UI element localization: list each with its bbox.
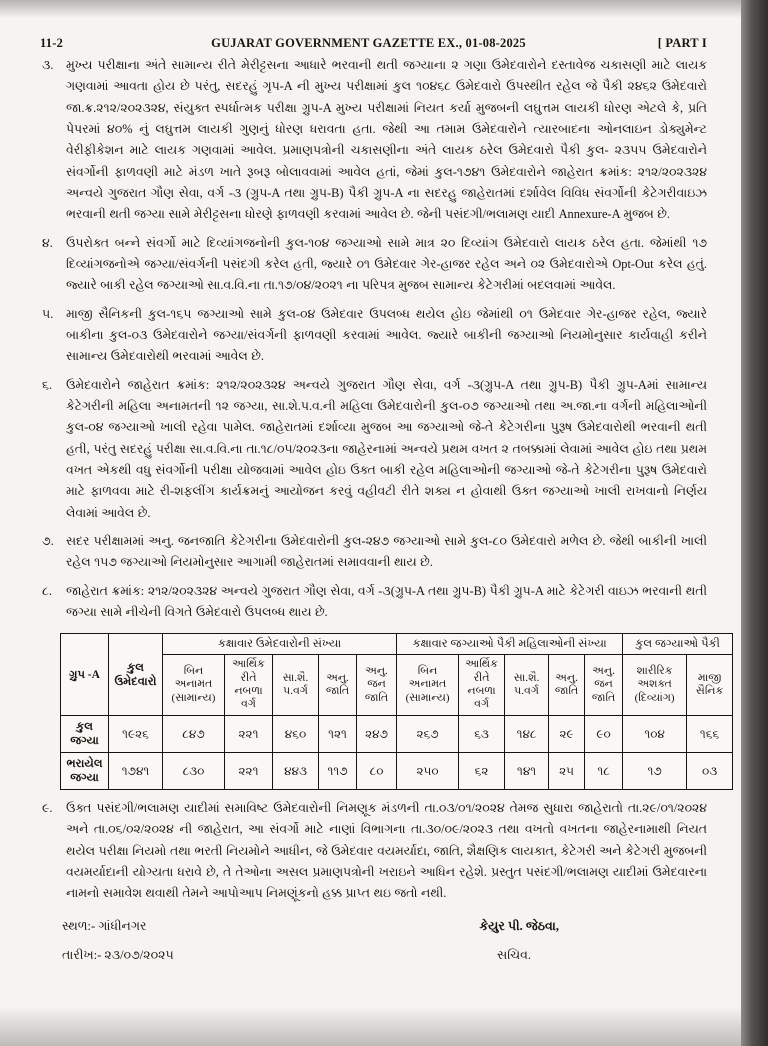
vacancy-table-wrapper <box>60 633 724 790</box>
date-label: તારીખ:- ૨૩/૦૭/૨૦૨૫ <box>62 947 174 962</box>
signature-row-date <box>40 948 707 963</box>
paragraph-7 <box>40 531 707 574</box>
paragraph-8 <box>40 581 707 624</box>
cell: ૨૨૧ <box>225 752 273 789</box>
col-header-g3-exserviceman: માજી સૈનિક <box>687 655 733 716</box>
paragraph-7-text: સદર પરીક્ષામમાં અનુ. જનજાતિ કેટેગરીના ઉમેદવારોની કુલ-૨૪૭ જગ્યાઓ સામે કુલ-૮૦ ઉમેદવારો મળેલ છે. જેથી બાકીની ખાલી રહેલ ૧૫૭ જગ્યાઓ નિયમોનુસાર આગામી જાહેરાતમાં સમાવવાની થાય છે. <box>66 533 707 570</box>
paragraph-5-number: ૫. <box>42 306 54 321</box>
table-group-header-2: કક્ષાવાર જગ્યાઓ પૈકી મહિલાઓની સંખ્યા <box>397 634 623 655</box>
col-header-g1-ews: આર્થિક રીતે નબળા વર્ગ <box>225 655 273 716</box>
cell: ૨૯ <box>549 715 585 752</box>
table-total-candidates-header: કુલ ઉમેદવારો <box>109 634 163 716</box>
paragraph-7-number: ૭. <box>42 533 54 548</box>
col-header-g3-disabled: શારીરિક અશક્ત (દિવ્યાંગ) <box>623 655 687 716</box>
paragraph-8-text: જાહેરાત ક્રમાંક: ૨૧૨/૨૦૨૩૨૪ અન્વયે ગુજરાત ગૌણ સેવા, વર્ગ -૩(ગ્રુપ-A તથા ગ્રુપ-B) પૈકી ગ્રુપ-A માટે કેટેગરી વાઇઝ ભરવાની થતી જગ્યા સામે નીચેની વિગતે ઉમેદવારો ઉપલબ્ધ થાય છે. <box>66 583 707 619</box>
col-header-g1-unreserved: બિન અનામત (સામાન્ય) <box>163 655 225 716</box>
cell: ૧૮ <box>585 752 623 789</box>
paragraph-9 <box>40 798 707 905</box>
cell: ૮૪૭ <box>163 715 225 752</box>
col-header-g2-sc: અનુ. જાતિ <box>549 655 585 716</box>
signature-row-place <box>40 919 707 934</box>
col-header-g1-st: અનુ. જન જાતિ <box>357 655 397 716</box>
cell: ૮૩૦ <box>163 752 225 789</box>
cell: ૧૬૬ <box>687 715 733 752</box>
cell-filled-posts-total: ૧૭૪૧ <box>109 752 163 789</box>
paragraph-9-text: ઉક્ત પસંદગી/ભલામણ યાદીમાં સમાવિષ્ટ ઉમેદવારોની નિમણૂક મંડળની તા.૦૩/૦૧/૨૦૨૪ તેમજ સુધારા જાહેરાતો તા.૨૯/૦૧/૨૦૨૪ અને તા.૦૬/૦૨/૨૦૨૪ ની જાહેરાત, આ સંવર્ગો માટે નાણાં વિભાગના તા.૩૦/૦૯/૨૦૨૩ તથા વખતો વખતના જાહેરનામાથી નિયત થયેલ પરીક્ષા નિયમો તથા ભરતી નિયમોને આધીન, જે ઉમેદવાર વયમર્યાદા, જાતિ, શૈક્ષણિક લાયકાત, કેટેગરી અને કેટેગરી મુજબની વયમર્યાદાની યોગ્યતા ધરાવે છે, તે તેઓના અસલ પ્રમાણપત્રોની ખરાઇને આધિન રહેશે. પ્રસ્તુત પસંદગી/ભલામણ યાદીમાં ઉમેદવારના નામનો સમાવેશ થવાથી તેમને આપોઆપ નિમણૂંકનો હક્ક પ્રાપ્ત થઇ જતો નથી. <box>66 800 707 901</box>
scan-right-gutter <box>741 0 768 1046</box>
vacancy-table <box>60 633 733 790</box>
gazette-title: GUJARAT GOVERNMENT GAZETTE EX., 01-08-2025 <box>211 36 526 50</box>
row-label-filled-posts: ભરાયેલ જગ્યા <box>61 752 109 789</box>
paragraph-6-text: ઉમેદવારોને જાહેરાત ક્રમાંક: ૨૧૨/૨૦૨૩૨૪ અન્વયે ગુજરાત ગૌણ સેવા, વર્ગ -૩(ગ્રુપ-A તથા ગ્રુપ-B) પૈકી ગ્રુપ-Aમાં સામાન્ય કેટેગરીની મહિલા અનામતની ૧૨ જગ્યા, સા.શે.પ.વ.ની મહિલા ઉમેદવારોની કુલ-૦૭ જગ્યાઓ તથા અ.જા.ના વર્ગની મહિલાઓની કુલ-૦૪ જગ્યાઓ ખાલી રહેવા પામેલ. જાહેરાતમાં દર્શાવ્યા મુજબ આ જગ્યાઓ જે-તે કેટેગરીના પુરૂષ ઉમેદવારોથી ભરવાની થતી હતી, પરંતુ સદરહું પરીક્ષા સા.વ.વિ.ના તા.૧૮/૦૫/૨૦૨૩ના જાહેરનામાં અન્વયે પ્રથમ વખત ૨ તબક્કામાં લેવામાં આવેલ હોઇ તથા પ્રથમ વખત એકથી વધુ સંવર્ગોની પરીક્ષા યોજવામાં આવેલ હોઇ ઉક્ત બાકી રહેલ મહિલાઓની જગ્યાઓ જે-તે કેટેગરીના પુરૂષ ઉમેદવારો માટે ફાળવવા માટે રી-શફલીંગ કાર્યક્રમનું આયોજન કરવું વહીવટી રીતે શક્ય ન હોવાથી ઉક્ત જગ્યાઓ ખાલી રાખવાનો નિર્ણય લેવામાં આવેલ છે. <box>66 377 707 520</box>
table-header-group-row <box>61 634 733 655</box>
cell: ૨૫ <box>549 752 585 789</box>
col-header-g2-sebc: સા.શૈ. પ.વર્ગ <box>505 655 549 716</box>
table-row <box>61 752 733 789</box>
table-row <box>61 715 733 752</box>
cell: ૧૦૪ <box>623 715 687 752</box>
page-number: 11-2 <box>40 36 64 50</box>
page-header <box>40 36 707 51</box>
cell: ૪૪૩ <box>273 752 319 789</box>
cell: ૨૪૭ <box>357 715 397 752</box>
cell: ૦૩ <box>687 752 733 789</box>
paragraph-3-number: ૩. <box>42 58 54 72</box>
cell: ૯૦ <box>585 715 623 752</box>
signatory-designation: સચિવ. <box>497 947 531 962</box>
paragraph-4-text: ઉપરોક્ત બન્ને સંવર્ગો માટે દિવ્યાંગજનોની કુલ-૧૦૪ જગ્યાઓ સામે માત્ર ૨૦ દિવ્યાંગ ઉમેદવારો લાયક ઠરેલ હતા. જેમાંથી ૧૭ દિવ્યાંગજનોએ જગ્યા/સંવર્ગની પસંદગી કરેલ હતી, જ્યારે ૦૧ ઉમેદવાર ગેર-હાજર રહેલ અને ૦૨ ઉમેદવારોએ Opt-Out કરેલ હતું. જ્યારે બાકી રહેલ જગ્યાઓ સા.વ.વિ.ના તા.૧૭/૦૪/૨૦૨૧ ના પરિપત્ર મુજબ સામાન્ય કેટેગરીમાં બદલવામાં આવેલ. <box>66 235 707 293</box>
table-group-header-3: કુલ જગ્યાઓ પૈકી <box>623 634 733 655</box>
row-label-total-posts: કુલ જગ્યા <box>61 715 109 752</box>
paragraph-6 <box>40 375 707 524</box>
cell: ૬૨ <box>459 752 505 789</box>
table-group-header-1: કક્ષાવાર ઉમેદવારોની સંખ્યા <box>163 634 397 655</box>
cell: ૨૬૭ <box>397 715 459 752</box>
col-header-g2-ews: આર્થિક રીતે નબળા વર્ગ <box>459 655 505 716</box>
signature-block <box>40 919 707 963</box>
cell: ૬૩ <box>459 715 505 752</box>
paragraph-5 <box>40 304 707 368</box>
col-header-g2-unreserved: બિન અનામત (સામાન્ય) <box>397 655 459 716</box>
col-header-g1-sc: અનુ. જાતિ <box>319 655 357 716</box>
cell: ૮૦ <box>357 752 397 789</box>
paragraph-4-number: ૪. <box>42 235 53 250</box>
cell: ૨૫૦ <box>397 752 459 789</box>
signatory-name: કેયુર પી. જેઠવા, <box>479 918 559 933</box>
cell: ૧૧૭ <box>319 752 357 789</box>
cell: ૧૪૧ <box>505 752 549 789</box>
cell: ૧૭ <box>623 752 687 789</box>
part-label: [ PART I <box>657 36 707 50</box>
cell: ૨૨૧ <box>225 715 273 752</box>
paragraph-4 <box>40 233 707 297</box>
place-label: સ્થળ:- ગાંધીનગર <box>62 918 147 933</box>
paragraph-3-text: મુખ્ય પરીક્ષાના અંતે સામાન્ય રીતે મેરીટ્ટસના આધારે ભરવાની થતી જગ્યાના ૨ ગણા ઉમેદવારોને દસ્તાવેજ ચકાસણી માટે લાયક ગણવામાં આવતા હોય છે પરંતુ, સદરહું ગૃપ-A ની મુખ્ય પરીક્ષામાં કુલ ૧૦૪૬૮ ઉમેદવારો ઉપસ્થીત રહેલ જે પૈકી ૨૪૬૨ ઉમેદવારો જા.ક્ર.૨૧૨/૨૦૨૩૨૪, સંયુક્ત સ્પર્ધાત્મક પરીક્ષા ગ્રુપ-A મુખ્ય પરીક્ષામાં નિયત કર્યા મુજબની લઘુત્તમ લાયકી ધોરણ એટલે કે, પ્રતિ પેપરમાં ૪૦% નું લઘુત્તમ લાયકી ગુણનું ધોરણ ધરાવતા હતા. જેથી આ તમામ ઉમેદવારોને ત્યારબાદના ઓનલાઇન ડોક્યુમેન્ટ વેરીફીકેશન માટે લાયક ગણવામાં આવેલ. પ્રમાણપત્રોની ચકાસણીના અંતે લાયક ઠરેલ ઉમેદવારો પૈકી કુલ- ૨૩૫૫ ઉમેદવારોને સંવર્ગોની ફાળવણી માટે મંડળ ખાતે રૂબરૂ બોલાવવામાં આવેલ હતાં, જેમાં કુલ-૧૭૪૧ ઉમેદવારોને જાહેરાત ક્રમાંક: ૨૧૨/૨૦૨૩૨૪ અન્વયે ગુજરાત ગૌણ સેવા, વર્ગ -૩ (ગ્રુપ-A તથા ગ્રુપ-B) પૈકી ગ્રુપ-A ના સદરહુ જાહેરાતમાં દર્શાવેલ વિવિધ સંવર્ગોની કેટેગરીવાઇઝ ભરવાની થતી જગ્યા સામે મેરીટ્ટસના ધોરણે ફાળવણી કરવામાં આવેલ છે. જેની પસંદગી/ભલામણ યાદી Annexure-A મુજબ છે. <box>66 58 707 222</box>
cell-total-posts-total: ૧૯૨૬ <box>109 715 163 752</box>
col-header-g2-st: અનુ. જન જાતિ <box>585 655 623 716</box>
paragraph-8-number: ૮. <box>42 583 53 598</box>
cell: ૧૨૧ <box>319 715 357 752</box>
paragraph-9-number: ૯. <box>42 800 53 815</box>
cell: ૧૪૮ <box>505 715 549 752</box>
paragraph-6-number: ૬. <box>42 377 53 392</box>
col-header-g1-sebc: સા.શૈ. પ.વર્ગ <box>273 655 319 716</box>
paragraph-5-text: માજી સૈનિકની કુલ-૧૬૫ જગ્યાઓ સામે કુલ-૦૪ ઉમેદવાર ઉપલબ્ધ થયેલ હોઇ જેમાંથી ૦૧ ઉમેદવાર ગેર-હાજર રહેલ, જ્યારે બાકીના કુલ-૦૩ ઉમેદવારોને જગ્યા/સંવર્ગની ફાળવણી કરવામાં આવેલ. જ્યારે બાકીની જગ્યાઓ નિયમોનુસાર કાર્યવાહી કરીને સામાન્ય ઉમેદવારોથી ભરવામાં આવેલ છે. <box>66 306 707 364</box>
paragraph-3 <box>40 55 707 226</box>
table-stub-header: ગ્રુપ -A <box>61 634 109 716</box>
cell: ૪૬૦ <box>273 715 319 752</box>
